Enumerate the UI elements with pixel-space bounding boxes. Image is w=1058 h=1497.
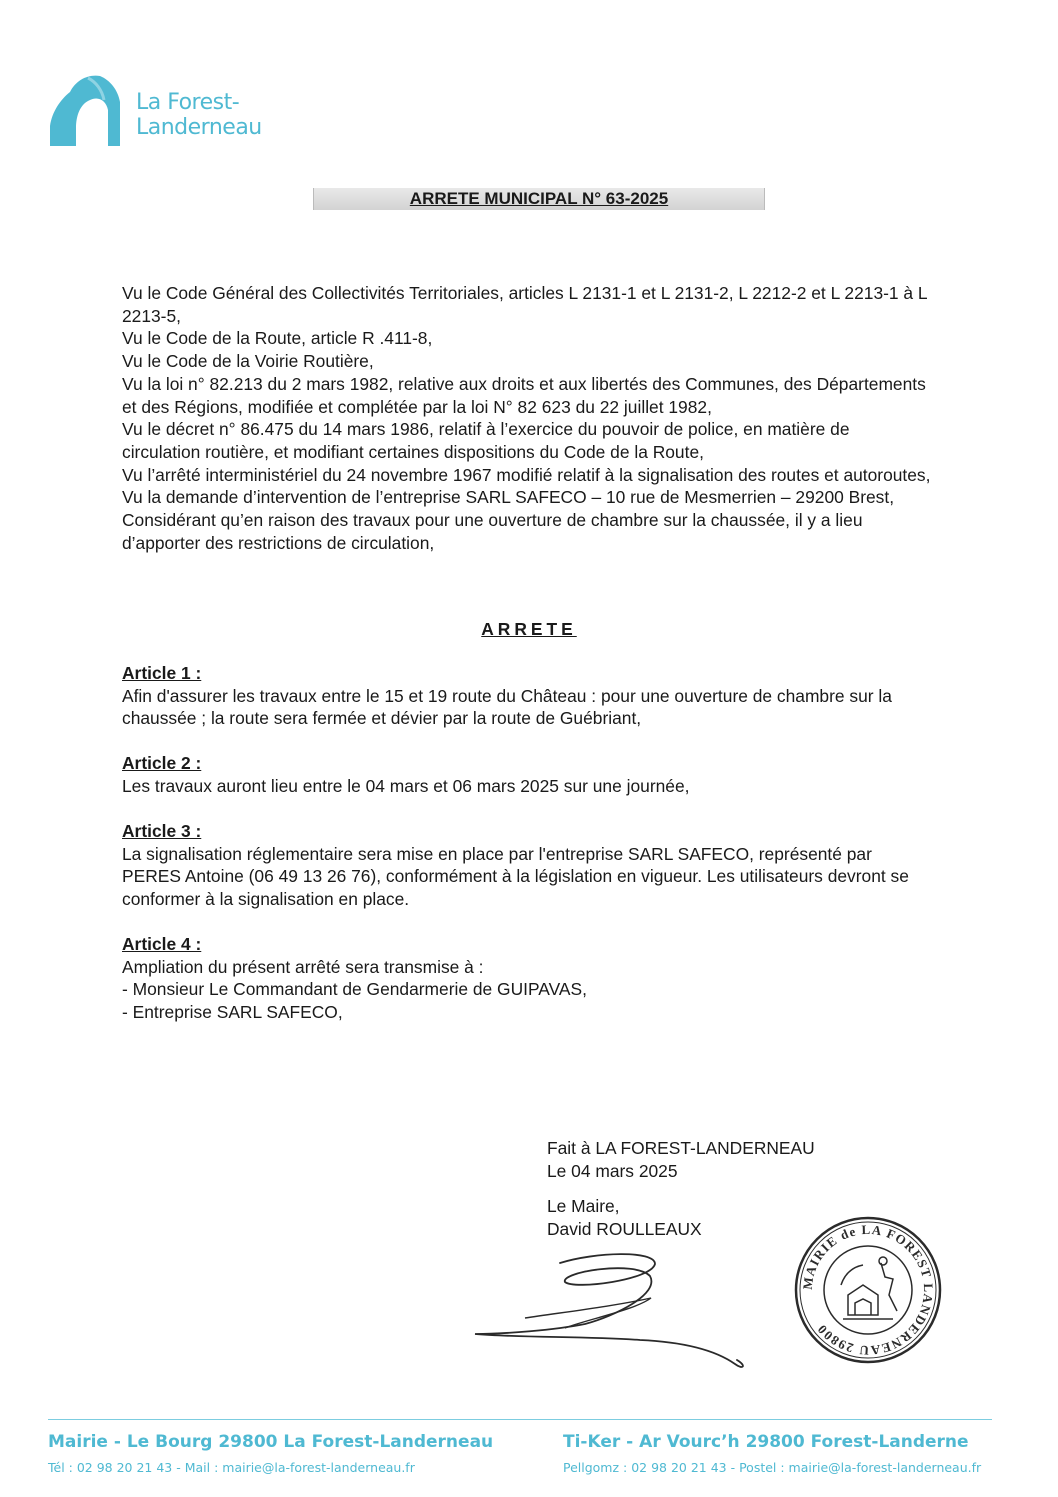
town-logo — [48, 70, 278, 150]
footer-contact-right: Pellgomz : 02 98 20 21 43 - Postel : mairie@la-forest-landerneau.fr — [563, 1460, 982, 1475]
signature-mark — [465, 1238, 765, 1378]
footer-contact-left: Tél : 02 98 20 21 43 - Mail : mairie@la-forest-landerneau.fr — [48, 1460, 415, 1475]
signoff-date: Le 04 mars 2025 — [547, 1161, 678, 1181]
preamble-line: Vu le Code de la Voirie Routière, — [122, 351, 374, 372]
arch-logo-icon — [48, 72, 128, 147]
article-heading: Article 1 : — [122, 663, 202, 683]
preamble — [122, 282, 932, 554]
preamble-line: Vu l’arrêté interministériel du 24 novembre 1967 modifié relatif à la signalisation des routes et autoroutes, — [122, 464, 931, 485]
preamble-line: Vu le décret n° 86.475 du 14 mars 1986, relatif à l’exercice du pouvoir de police, en matière de circulation routière, et modifiant certaines dispositions du Code de la Route, — [122, 419, 850, 462]
signoff-role: Le Maire, — [547, 1196, 620, 1216]
article-3 — [122, 820, 932, 911]
article-text: - Monsieur Le Commandant de Gendarmerie de GUIPAVAS, — [122, 979, 587, 1000]
document-title: ARRETE MUNICIPAL N° 63-2025 — [409, 189, 669, 208]
stamp-ring-text: MAIRIE de LA FOREST LANDERNEAU 29800 — [799, 1221, 937, 1359]
preamble-line: Vu la demande d’intervention de l’entreprise SARL SAFECO – 10 rue de Mesmerrien – 29200 Brest, — [122, 487, 895, 508]
preamble-line: Vu le Code de la Route, article R .411-8, — [122, 328, 433, 349]
stamp-emblem-icon — [841, 1257, 897, 1319]
preamble-line: Vu la loi n° 82.213 du 2 mars 1982, relative aux droits et aux libertés des Communes, des Départements et des Régions, modifiée et complétée par la loi N° 82 623 du 22 juillet 1982, — [122, 373, 926, 417]
footer-divider — [48, 1419, 992, 1420]
preamble-line: Considérant qu’en raison des travaux pour une ouverture de chambre sur la chaussée, il y a lieu d’apporter des restrictions de circulation, — [122, 510, 863, 553]
article-heading: Article 2 : — [122, 753, 202, 773]
article-text: - Entreprise SARL SAFECO, — [122, 1002, 343, 1023]
svg-text:MAIRIE de LA FOREST LANDERNEAU — [800, 1222, 936, 1358]
signoff-name: David ROULLEAUX — [547, 1219, 702, 1239]
decision-heading: ARRETE — [481, 619, 577, 639]
article-4 — [122, 933, 932, 1024]
logo-line-1: La Forest- — [136, 90, 240, 115]
article-text: La signalisation réglementaire sera mise en place par l'entreprise SARL SAFECO, représenté par PERES Antoine (06 49 13 26 76), conformément à la législation en vigueur. Les utilisateurs devront se conformer à la signalisation en place. — [122, 843, 909, 910]
logo-text — [136, 90, 262, 140]
article-1 — [122, 662, 932, 730]
signoff-place: Fait à LA FOREST-LANDERNEAU — [547, 1138, 815, 1158]
logo-line-2: Landerneau — [136, 115, 262, 140]
footer-address-left: Mairie - Le Bourg 29800 La Forest-Landerneau — [48, 1432, 494, 1452]
article-heading: Article 4 : — [122, 934, 202, 954]
article-heading: Article 3 : — [122, 821, 202, 841]
article-text: Ampliation du présent arrêté sera transmise à : — [122, 956, 484, 977]
article-text: Les travaux auront lieu entre le 04 mars et 06 mars 2025 sur une journée, — [122, 775, 690, 796]
article-2 — [122, 752, 932, 797]
article-text: Afin d'assurer les travaux entre le 15 et 19 route du Château : pour une ouverture de chambre sur la chaussée ; la route sera fermée et dévier par la route de Guébriant, — [122, 685, 892, 729]
preamble-line: Vu le Code Général des Collectivités Territoriales, articles L 2131-1 et L 2131-2, L 2212-2 et L 2213-1 à L 2213-5, — [122, 283, 927, 326]
footer-address-right: Ti-Ker - Ar Vourc’h 29800 Forest-Landerne — [563, 1432, 969, 1452]
signoff — [547, 1137, 815, 1241]
official-stamp — [793, 1215, 943, 1365]
